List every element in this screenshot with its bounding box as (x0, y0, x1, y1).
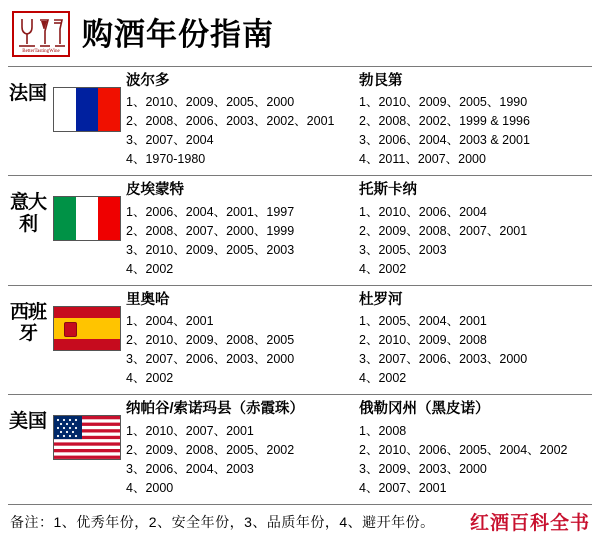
region-columns (126, 401, 592, 497)
vintage-line: 2、2008、2007、2000、1999 (126, 223, 295, 238)
vintage-line: 2、2010、2009、2008 (359, 333, 487, 348)
vintage-line: 2、2008、2002、1999 & 1996 (359, 114, 530, 129)
country-name: 美国 (8, 411, 47, 433)
vintage-line: 3、2009、2003、2000 (359, 461, 487, 476)
region-column (359, 73, 592, 169)
region-title: 波尔多 (126, 73, 170, 89)
region-column (126, 182, 359, 278)
vintage-line: 1、2010、2009、2005、1990 (359, 95, 528, 110)
region-title: 皮埃蒙特 (126, 182, 184, 199)
region-columns (126, 292, 592, 388)
flag-spain-icon (53, 306, 121, 351)
vintage-line: 4、2002 (359, 261, 407, 276)
region-title: 勃艮第 (359, 73, 403, 89)
page-header (8, 8, 592, 60)
vintage-line: 1、2010、2007、2001 (126, 423, 254, 438)
watermark: 红酒百科全书 (469, 513, 590, 534)
vintage-line: 4、2002 (359, 371, 407, 386)
vintage-line: 1、2010、2009、2005、2000 (126, 95, 295, 110)
page-title: 购酒年份指南 (82, 16, 274, 52)
region-column (359, 182, 592, 278)
vintage-line: 4、2000 (126, 480, 174, 495)
flag-cell (48, 292, 126, 351)
region-title: 里奥哈 (126, 291, 170, 308)
vintage-line: 2、2009、2008、2005、2002 (126, 442, 295, 457)
flag-cell (48, 73, 126, 132)
vintage-line: 2、2009、2008、2007、2001 (359, 223, 528, 238)
vintage-line: 2、2010、2006、2005、2004、2002 (359, 442, 568, 457)
legend-note: 备注：1、优秀年份，2、安全年份，3、品质年份，4、避开年份。 (10, 513, 435, 530)
flag-cell (48, 182, 126, 241)
region-title: 俄勒冈州（黑皮诺） (359, 401, 490, 418)
brand-logo-caption: BetterTastingWine (22, 49, 60, 54)
flag-usa-icon (53, 415, 121, 460)
vintage-line: 3、2010、2009、2005、2003 (126, 242, 295, 257)
region-title: 杜罗河 (359, 291, 403, 308)
vintage-line: 2、2008、2006、2003、2002、2001 (126, 114, 335, 129)
country-block-spain (8, 285, 592, 394)
vintage-line: 4、2002 (126, 371, 174, 386)
country-name: 西班牙 (9, 301, 46, 345)
country-block-italy (8, 175, 592, 284)
vintage-line: 3、2007、2006、2003、2000 (359, 352, 528, 367)
vintage-line: 4、2007、2001 (359, 480, 447, 495)
country-name: 法国 (8, 83, 47, 104)
flag-cell (48, 401, 126, 460)
region-columns (126, 73, 592, 169)
country-name: 意大利 (9, 192, 46, 235)
vintage-line: 3、2006、2004、2003 (126, 461, 254, 476)
region-title: 纳帕谷/索诺玛县（赤霞珠） (126, 401, 305, 418)
vintage-line: 1、2010、2006、2004 (359, 204, 487, 219)
region-column (126, 73, 359, 169)
vintage-line: 2、2010、2009、2008、2005 (126, 333, 295, 348)
vintage-line: 4、1970-1980 (126, 152, 206, 167)
region-column (359, 292, 592, 388)
vintage-line: 1、2006、2004、2001、1997 (126, 204, 295, 219)
region-column (126, 292, 359, 388)
vintage-line: 4、2011、2007、2000 (359, 152, 486, 167)
country-block-france (8, 66, 592, 175)
flag-france-icon (53, 87, 121, 132)
vintage-line: 4、2002 (126, 261, 174, 276)
vintage-line: 1、2008 (359, 423, 407, 438)
region-columns (126, 182, 592, 278)
region-column (126, 401, 359, 497)
vintage-line: 1、2005、2004、2001 (359, 314, 487, 329)
region-column (359, 401, 592, 497)
vintage-line: 1、2004、2001 (126, 314, 214, 329)
brand-logo (12, 11, 70, 57)
vintage-line: 3、2006、2004、2003 & 2001 (359, 133, 530, 148)
flag-italy-icon (53, 196, 121, 241)
region-title: 托斯卡纳 (359, 182, 417, 199)
vintage-line: 3、2007、2006、2003、2000 (126, 352, 295, 367)
vintage-line: 3、2007、2004 (126, 133, 214, 148)
vintage-line: 3、2005、2003 (359, 242, 447, 257)
country-block-usa (8, 394, 592, 503)
